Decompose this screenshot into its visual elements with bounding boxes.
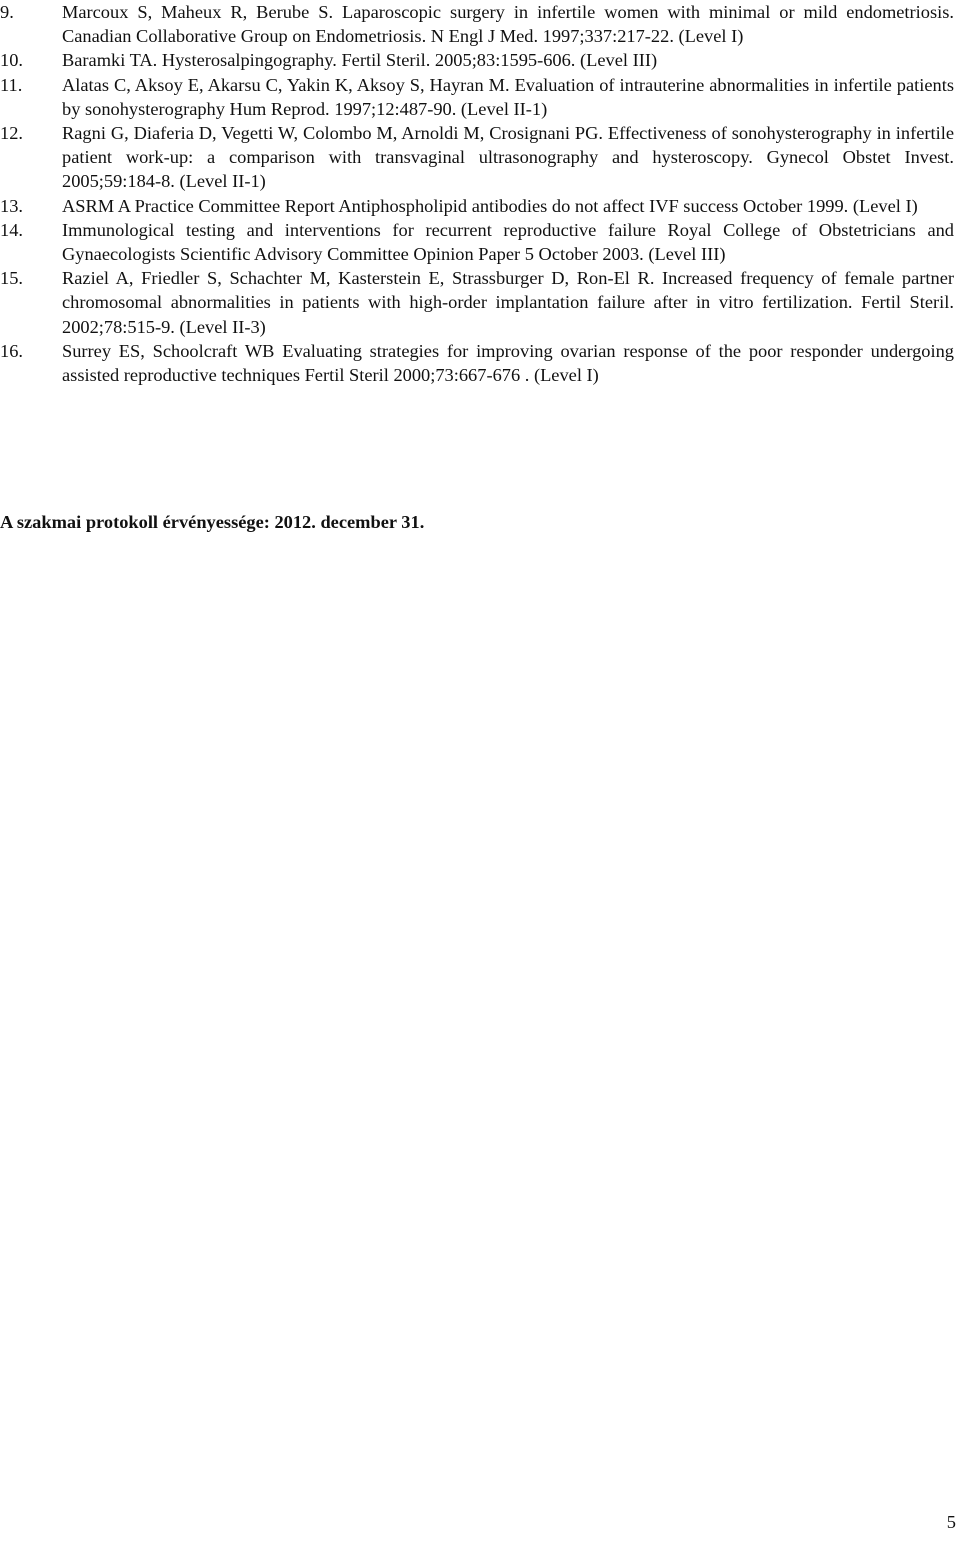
reference-number: 16. xyxy=(0,340,23,361)
reference-text: Ragni G, Diaferia D, Vegetti W, Colombo M, Arnoldi M, Crosignani PG. Effectiveness of sonohysterography in infertile patient work-up: a comparison with transvaginal ultrasonography and hysteroscopy. Gynecol Obstet Invest. 2005;59:184-8. (Level II-1) xyxy=(62,123,954,192)
reference-text: ASRM A Practice Committee Report Antiphospholipid antibodies do not affect IVF success October 1999. (Level I) xyxy=(62,195,918,216)
reference-list xyxy=(0,0,954,387)
reference-text: Marcoux S, Maheux R, Berube S. Laparoscopic surgery in infertile women with minimal or mild endometriosis. Canadian Collaborative Group on Endometriosis. N Engl J Med. 1997;337:217-22. (Level I) xyxy=(62,2,954,47)
reference-item-10 xyxy=(0,48,954,72)
reference-text: Baramki TA. Hysterosalpingography. Fertil Steril. 2005;83:1595-606. (Level III) xyxy=(62,50,658,71)
reference-text: Surrey ES, Schoolcraft WB Evaluating strategies for improving ovarian response of the poor responder undergoing assisted reproductive techniques Fertil Steril 2000;73:667-676 . (Level I) xyxy=(62,340,954,386)
reference-number: 12. xyxy=(0,123,23,144)
reference-text: Immunological testing and interventions for recurrent reproductive failure Royal College of Obstetricians and Gynaecologists Scientific Advisory Committee Opinion Paper 5 October 2003. (Level III) xyxy=(62,219,954,265)
reference-number: 10. xyxy=(0,50,23,71)
reference-item-12 xyxy=(0,121,954,194)
reference-number: 14. xyxy=(0,219,23,240)
page-number: 5 xyxy=(946,1512,956,1532)
reference-number: 11. xyxy=(0,74,23,95)
reference-item-14 xyxy=(0,218,954,266)
reference-text: Alatas C, Aksoy E, Akarsu C, Yakin K, Aksoy S, Hayran M. Evaluation of intrauterine abnormalities in infertile patients by sonohysterography Hum Reprod. 1997;12:487-90. (Level II-1) xyxy=(62,74,954,119)
protocol-validity-statement: A szakmai protokoll érvényessége: 2012. december 31. xyxy=(0,512,425,532)
reference-item-15 xyxy=(0,266,954,339)
reference-number: 13. xyxy=(0,195,23,216)
reference-number: 9. xyxy=(0,2,14,22)
reference-item-11 xyxy=(0,73,954,121)
reference-text: Raziel A, Friedler S, Schachter M, Kasterstein E, Strassburger D, Ron-El R. Increased frequency of female partner chromosomal abnormalities in patients with high-order implantation failure after in vitro fertilization. Fertil Steril. 2002;78:515-9. (Level II-3) xyxy=(62,268,954,337)
reference-number: 15. xyxy=(0,268,23,289)
reference-item-9 xyxy=(0,0,954,48)
reference-item-13 xyxy=(0,194,954,218)
reference-item-16 xyxy=(0,339,954,387)
